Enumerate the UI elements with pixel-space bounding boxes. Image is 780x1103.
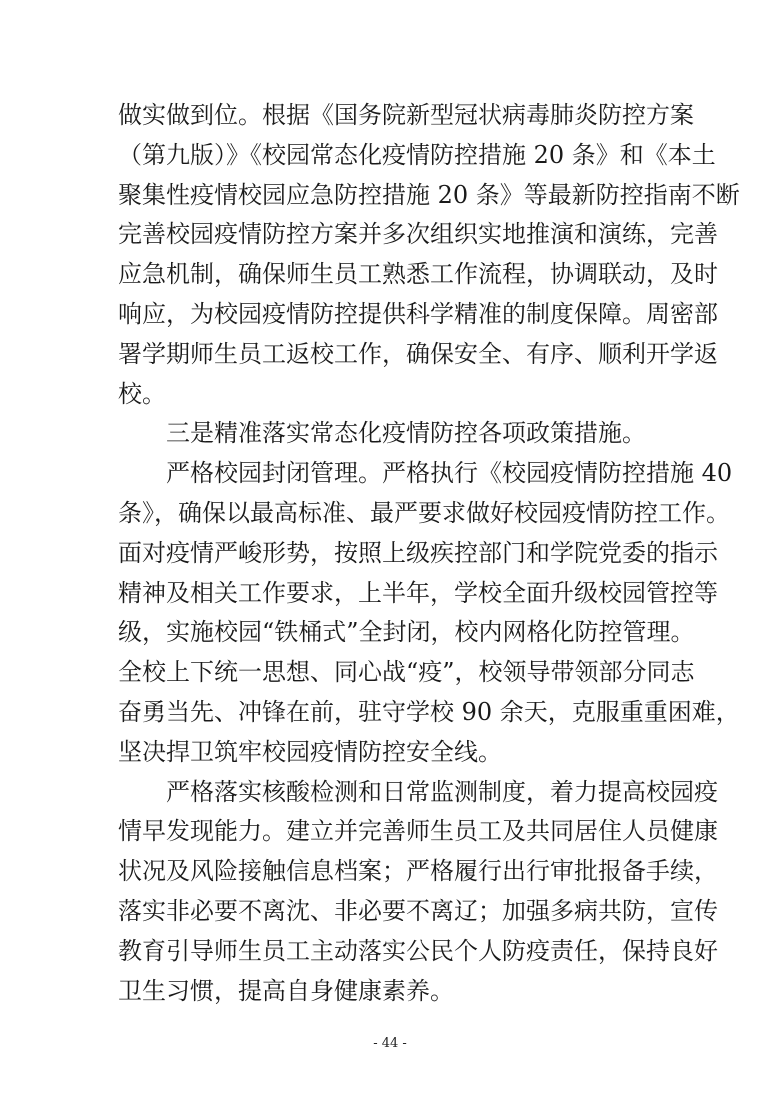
text-line: 教育引导师生员工主动落实公民个人防疫责任，保持良好 (118, 936, 718, 965)
text-line: 坚决捍卫筑牢校园疫情防控安全线。 (118, 737, 502, 766)
text-line: 情早发现能力。建立并完善师生员工及共同居住人员健康 (118, 817, 718, 846)
text-line: 严格校园封闭管理。严格执行《校园疫情防控措施 40 (166, 459, 733, 488)
text-line: （第九版）》《校园常态化疫情防控措施 20 条》和《本土 (118, 140, 716, 169)
paragraph-3 (118, 454, 740, 772)
text-line: 全校上下统一思想、同心战“疫”，校领导带领部分同志 (118, 658, 695, 687)
text-line: 严格落实核酸检测和日常监测制度，着力提高校园疫 (166, 777, 718, 806)
text-line: 精神及相关工作要求，上半年，学校全面升级校园管控等 (118, 578, 718, 607)
text-line: 署学期师生员工返校工作，确保安全、有序、顺利开学返 (118, 339, 718, 368)
text-line: 级，实施校园“铁桶式”全封闭，校内网格化防控管理。 (118, 618, 695, 647)
text-line: 卫生习惯，提高自身健康素养。 (118, 976, 454, 1005)
paragraph-4 (118, 773, 718, 1012)
text-line: 落实非必要不离沈、非必要不离辽；加强多病共防，宣传 (118, 896, 718, 925)
text-line: 完善校园疫情防控方案并多次组织实地推演和演练，完善 (118, 220, 718, 249)
text-line: 校。 (118, 379, 166, 408)
paragraph-2 (118, 414, 678, 454)
text-line: 条》，确保以最高标准、最严要求做好校园疫情防控工作。 (118, 498, 730, 527)
body-text (118, 96, 740, 1011)
text-line: 三是精准落实常态化疫情防控各项政策措施。 (166, 419, 646, 448)
text-line: 奋勇当先、冲锋在前，驻守学校 90 余天，克服重重困难， (118, 697, 740, 726)
paragraph-1 (118, 96, 740, 414)
text-line: 聚集性疫情校园应急防控措施 20 条》等最新防控指南不断 (118, 180, 740, 209)
text-line: 应急机制，确保师生员工熟悉工作流程，协调联动，及时 (118, 260, 718, 289)
text-line: 状况及风险接触信息档案；严格履行出行审批报备手续， (118, 857, 718, 886)
text-line: 做实做到位。根据《国务院新型冠状病毒肺炎防控方案 (118, 101, 694, 129)
page-number: - 44 - (373, 1036, 407, 1051)
text-line: 面对疫情严峻形势，按照上级疾控部门和学院党委的指示 (118, 538, 718, 567)
text-line: 响应，为校园疫情防控提供科学精准的制度保障。周密部 (118, 299, 718, 328)
